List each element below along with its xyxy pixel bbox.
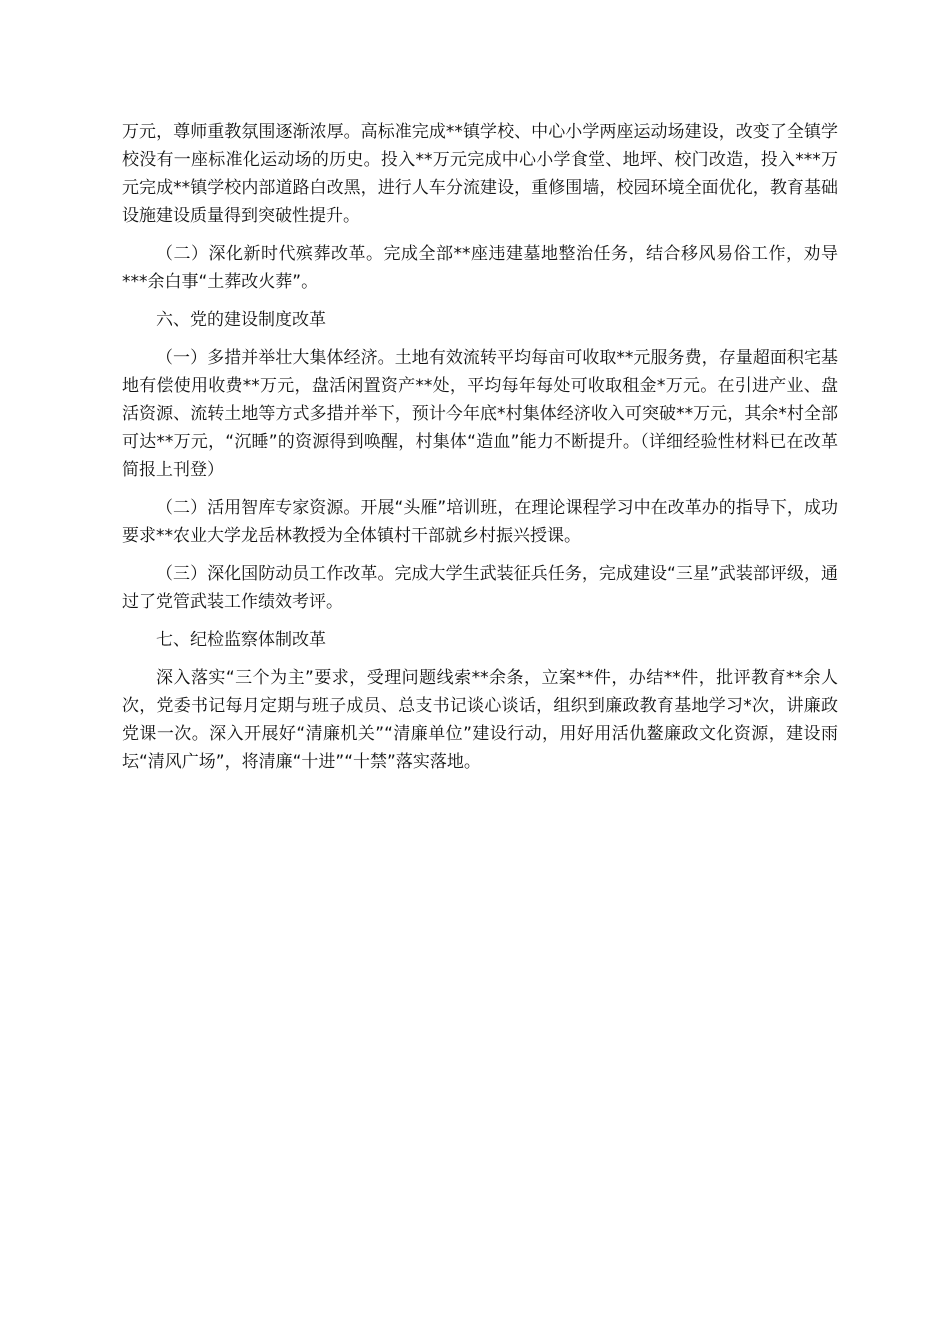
paragraph-education: 万元，尊师重教氛围逐渐浓厚。高标准完成**镇学校、中心小学两座运动场建设，改变了全镇学校没有一座标准化运动场的历史。投入**万元完成中心小学食堂、地坪、校门改造，投入***万元完成**镇学校内部道路白改黑，进行人车分流建设，重修围墙，校园环境全面优化，教育基础设施建设质量得到突破性提升。	[122, 122, 838, 226]
section-heading-discipline-inspection: 七、纪检监察体制改革	[156, 630, 326, 650]
document-page	[122, 118, 838, 786]
section-heading-party-building: 六、党的建设制度改革	[156, 310, 326, 330]
paragraph-national-defense: （三）深化国防动员工作改革。完成大学生武装征兵任务，完成建设“三星”武装部评级，通过了党管武装工作绩效考评。	[122, 564, 838, 612]
paragraph-think-tank: （二）活用智库专家资源。开展“头雁”培训班，在理论课程学习中在改革办的指导下，成功要求**农业大学龙岳林教授为全体镇村干部就乡村振兴授课。	[122, 498, 838, 546]
paragraph-collective-economy: （一）多措并举壮大集体经济。土地有效流转平均每亩可收取**元服务费，存量超面积宅基地有偿使用收费**万元，盘活闲置资产**处，平均每年每处可收取租金*万元。在引进产业、盘活资源、流转土地等方式多措并举下，预计今年底*村集体经济收入可突破**万元，其余*村全部可达**万元，“沉睡”的资源得到唤醒，村集体“造血”能力不断提升。（详细经验性材料已在改革简报上刊登）	[122, 348, 838, 480]
paragraph-funeral-reform: （二）深化新时代殡葬改革。完成全部**座违建墓地整治任务，结合移风易俗工作，劝导***余白事“土葬改火葬”。	[122, 244, 838, 292]
paragraph-discipline-work: 深入落实“三个为主”要求，受理问题线索**余条，立案**件，办结**件，批评教育**余人次，党委书记每月定期与班子成员、总支书记谈心谈话，组织到廉政教育基地学习*次，讲廉政党课一次。深入开展好“清廉机关”“清廉单位”建设行动，用好用活仇鳌廉政文化资源，建设雨坛“清风广场”，将清廉“十进”“十禁”落实落地。	[122, 668, 838, 772]
